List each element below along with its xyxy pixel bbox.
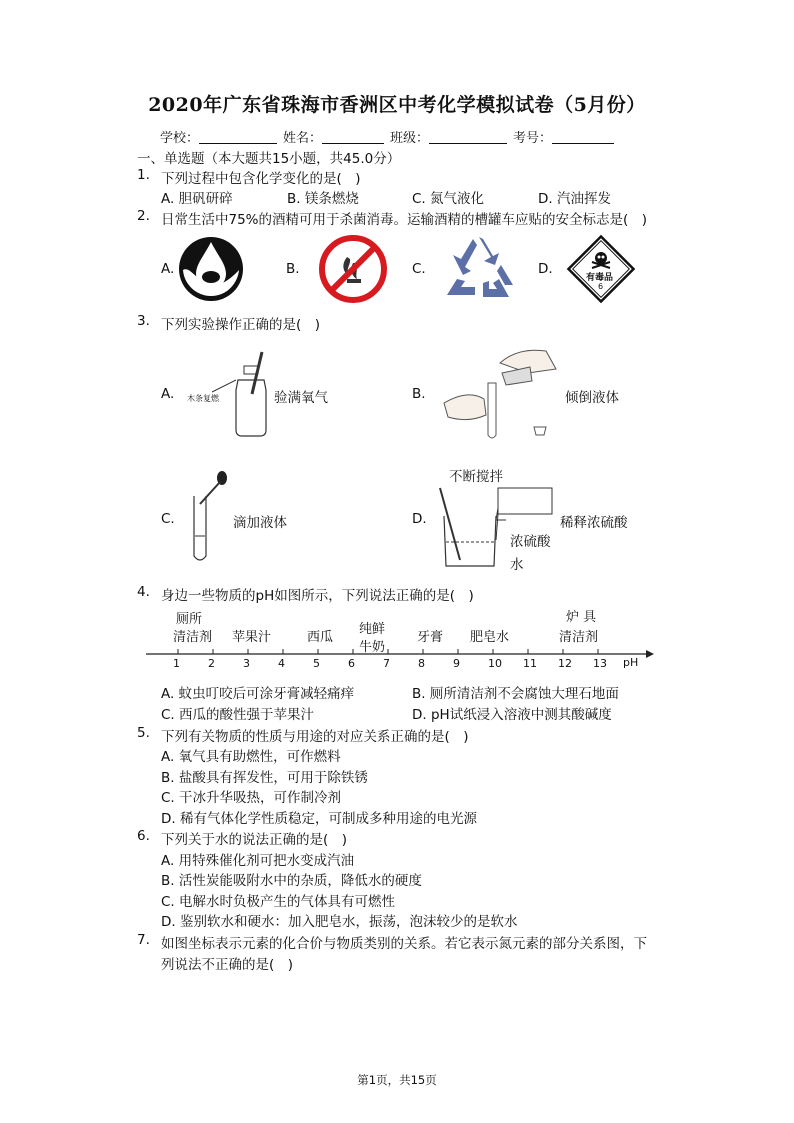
- ph-axis: [140, 648, 660, 678]
- ph-tick-label: 9: [453, 657, 460, 670]
- toxic-sign-text: 有毒品: [586, 273, 614, 283]
- question-stem: 身边一些物质的pH如图所示，下列说法正确的是( ): [161, 588, 474, 604]
- page-footer: 第1页，共15页: [357, 1073, 437, 1087]
- section-heading: 一、单选题（本大题共15小题，共45.0分）: [137, 151, 401, 167]
- question-stem-line1: 如图坐标表示元素的化合价与物质类别的关系。若它表示氮元素的部分关系图，下: [161, 936, 647, 952]
- option-d-caption: 稀释浓硫酸: [560, 515, 628, 531]
- question-stem: 下列关于水的说法正确的是( ): [161, 832, 348, 848]
- option-b: B. 厕所清洁剂不会腐蚀大理石地面: [412, 686, 619, 702]
- option-a-label: A.: [161, 386, 175, 402]
- ph-label-milk-2: 牛奶: [359, 640, 386, 655]
- question-number: 5.: [137, 725, 150, 741]
- question-stem: 下列有关物质的性质与用途的对应关系正确的是( ): [161, 729, 469, 745]
- ph-tick-label: 11: [523, 657, 537, 670]
- ph-tick-label: 2: [208, 657, 215, 670]
- option-c: C. 西瓜的酸性强于苹果汁: [161, 707, 315, 723]
- ph-tick-label: 10: [488, 657, 502, 670]
- option-c: C. 电解水时负极产生的气体具有可燃性: [161, 894, 396, 910]
- question-stem: 日常生活中75%的酒精可用于杀菌消毒。运输酒精的槽罐车应贴的安全标志是( ): [161, 212, 648, 228]
- option-b: B. 盐酸具有挥发性，可用于除铁锈: [161, 770, 368, 786]
- ph-label-watermelon: 西瓜: [307, 630, 334, 645]
- question-number: 1.: [137, 167, 150, 183]
- page-title: 2020年广东省珠海市香洲区中考化学模拟试卷（5月份）: [148, 94, 646, 116]
- option-c-caption: 滴加液体: [233, 515, 287, 531]
- ph-scale: [140, 604, 660, 674]
- acid-label: 浓硫酸: [510, 534, 551, 550]
- option-d-label: D.: [412, 511, 427, 527]
- ph-tick-label: 6: [348, 657, 355, 670]
- option-b: B. 活性炭能吸附水中的杂质，降低水的硬度: [161, 873, 422, 889]
- recycle-sign-icon: [443, 235, 515, 299]
- student-info-row: [160, 127, 620, 146]
- option-a-label: A.: [161, 261, 175, 277]
- corrosive-liquid-sign-icon: [178, 236, 244, 302]
- question-number: 7.: [137, 932, 150, 948]
- question-stem: 下列过程中包含化学变化的是( ): [161, 171, 361, 187]
- option-d: D. 汽油挥发: [538, 191, 611, 207]
- name-label: 姓名：: [283, 131, 323, 146]
- ph-label-soap-water: 肥皂水: [470, 630, 510, 645]
- school-blank: [199, 131, 277, 144]
- exam-no-blank: [552, 131, 614, 144]
- toxic-diamond-icon: [568, 236, 634, 302]
- ph-label-toilet-cleaner-2: 清洁剂: [173, 630, 213, 645]
- question-number: 3.: [137, 313, 150, 329]
- ph-tick-label: 12: [558, 657, 572, 670]
- exam-no-label: 考号：: [513, 131, 553, 146]
- option-a-caption: 验满氧气: [274, 390, 328, 406]
- option-b-label: B.: [286, 261, 300, 277]
- ph-label-oven-cleaner-1: 炉 具: [566, 610, 597, 625]
- ph-label-toilet-cleaner-1: 厕所: [176, 612, 203, 627]
- option-b: B. 镁条燃烧: [287, 191, 359, 207]
- option-a: A. 胆矾研碎: [161, 191, 233, 207]
- toxic-sign-number: 6: [598, 282, 604, 291]
- ph-label-apple-juice: 苹果汁: [232, 630, 272, 645]
- option-c: C. 干冰升华吸热，可作制冷剂: [161, 790, 342, 806]
- ph-tick-label: 1: [173, 657, 180, 670]
- ph-tick-label: 4: [278, 657, 285, 670]
- option-d-label: D.: [538, 261, 553, 277]
- option-a-small-note: 木条复燃: [187, 394, 219, 403]
- option-c: C. 氮气液化: [412, 191, 485, 207]
- pouring-liquid-icon: [438, 343, 560, 443]
- stir-caption: 不断搅拌: [449, 469, 503, 485]
- ph-tick-label: 7: [383, 657, 390, 670]
- ph-label-milk-1: 纯鲜: [359, 622, 386, 637]
- dropper-tube-icon: [186, 470, 228, 565]
- option-c-label: C.: [161, 511, 175, 527]
- no-fire-sign-icon: [319, 235, 387, 303]
- ph-label-toothpaste: 牙膏: [417, 630, 444, 645]
- question-number: 4.: [137, 584, 150, 600]
- question-stem: 下列实验操作正确的是( ): [161, 317, 321, 333]
- name-blank: [322, 131, 384, 144]
- toxic-sign: [568, 236, 634, 302]
- class-label: 班级：: [390, 131, 430, 146]
- option-a: A. 氧气具有助燃性，可作燃料: [161, 749, 341, 765]
- ph-label-oven-cleaner-2: 清洁剂: [559, 630, 599, 645]
- option-d: D. 稀有气体化学性质稳定，可制成多种用途的电光源: [161, 811, 477, 827]
- question-number: 2.: [137, 208, 150, 224]
- option-a: A. 蚊虫叮咬后可涂牙膏减轻痛痒: [161, 686, 355, 702]
- ph-axis-unit: pH: [623, 656, 639, 669]
- option-c-label: C.: [412, 261, 426, 277]
- ph-tick-label: 8: [418, 657, 425, 670]
- ph-tick-label: 13: [593, 657, 607, 670]
- ph-tick-label: 3: [243, 657, 250, 670]
- option-b-caption: 倾倒液体: [565, 390, 619, 406]
- option-a: A. 用特殊催化剂可把水变成汽油: [161, 853, 355, 869]
- dilution-beaker-icon: [436, 480, 556, 572]
- question-stem-line2: 列说法不正确的是( ): [161, 957, 294, 973]
- option-d: D. pH试纸浸入溶液中测其酸碱度: [412, 707, 612, 723]
- class-blank: [429, 131, 507, 144]
- option-d: D. 鉴别软水和硬水：加入肥皂水，振荡，泡沫较少的是软水: [161, 914, 518, 930]
- water-label: 水: [510, 557, 524, 573]
- ph-tick-label: 5: [313, 657, 320, 670]
- question-number: 6.: [137, 828, 150, 844]
- option-b-label: B.: [412, 386, 426, 402]
- gas-bottle-icon: [232, 350, 272, 440]
- school-label: 学校：: [160, 131, 200, 146]
